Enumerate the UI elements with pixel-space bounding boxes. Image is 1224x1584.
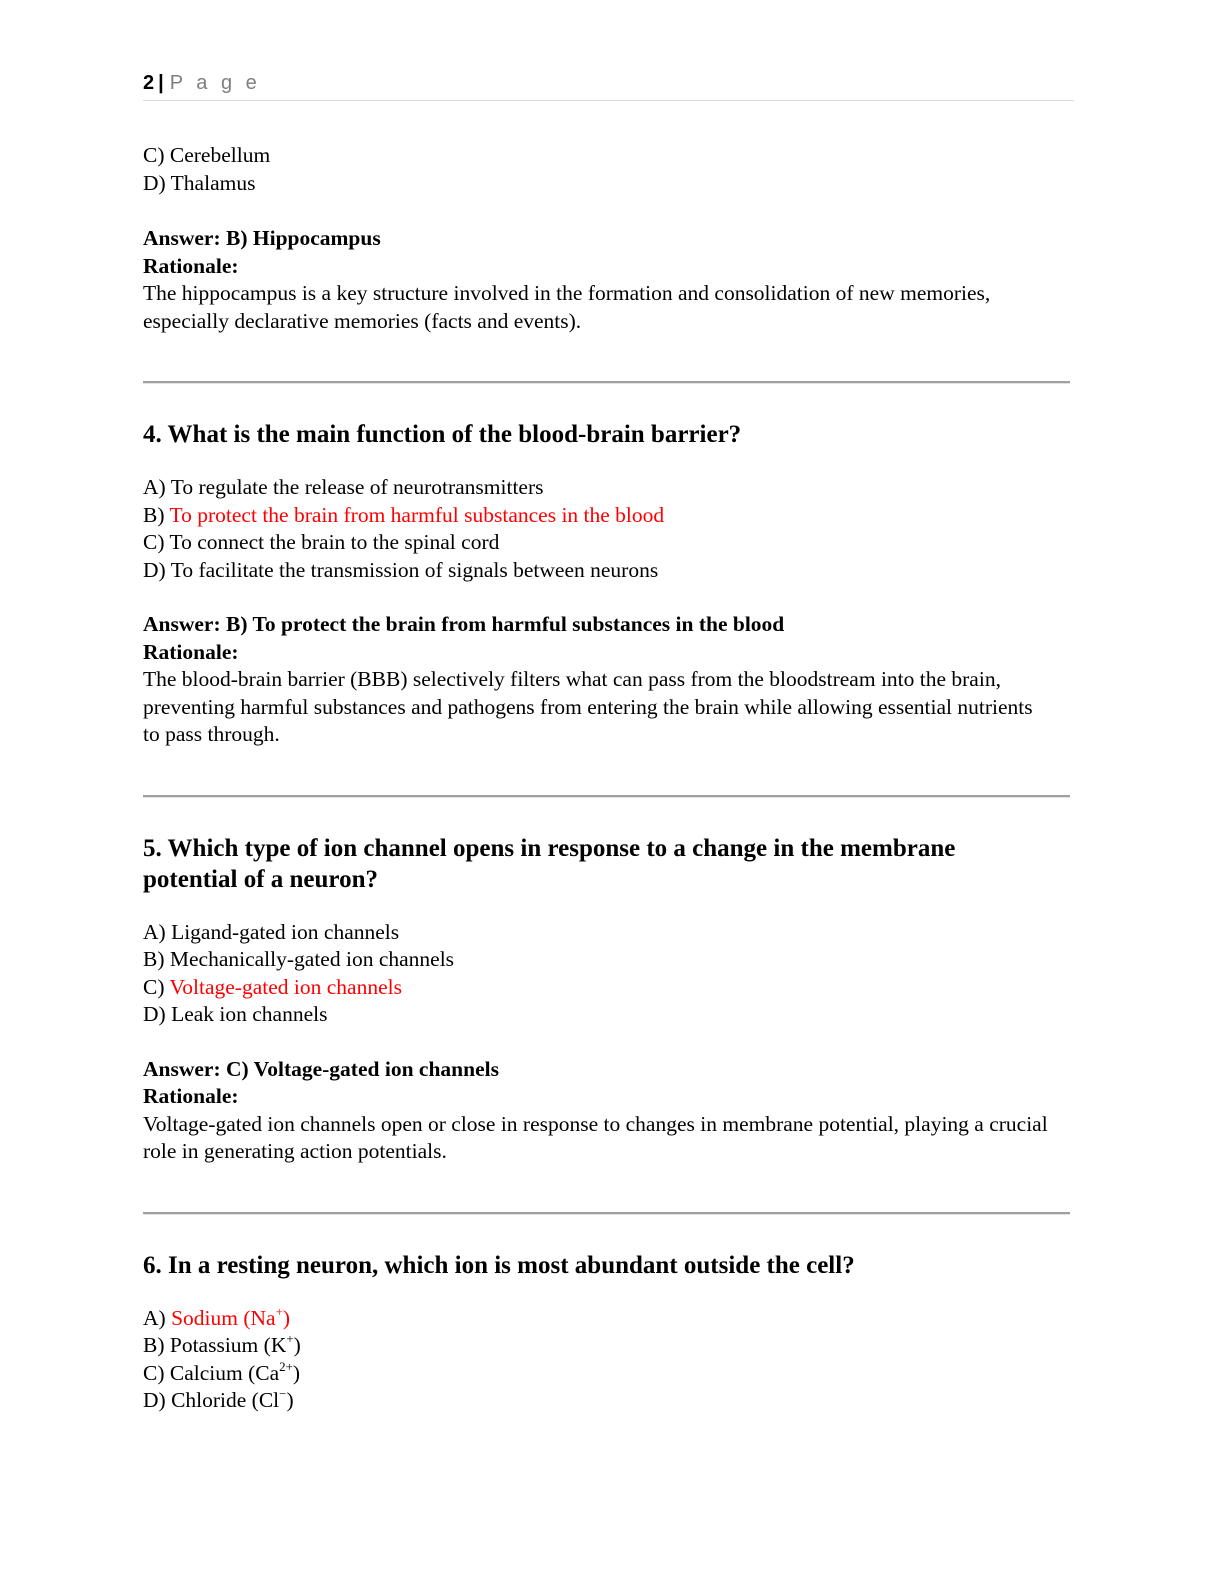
option-c: C) Cerebellum xyxy=(143,143,271,167)
option-d: D) To facilitate the transmission of signals between neurons xyxy=(143,557,659,582)
answer-line: Answer: B) To protect the brain from harmful substances in the blood xyxy=(143,612,785,636)
option-c-correct: C) Voltage-gated ion channels xyxy=(143,974,402,999)
question-5 xyxy=(143,833,1073,1166)
header-separator: | xyxy=(158,72,164,94)
question-heading: 6. In a resting neuron, which ion is most abundant outside the cell? xyxy=(143,1251,855,1279)
option-d: D) Chloride (Cl−) xyxy=(143,1386,294,1412)
question-3-tail xyxy=(143,142,1073,335)
question-6 xyxy=(143,1250,1073,1415)
option-c: C) Calcium $(Ca^{2+})$ xyxy=(143,1359,301,1385)
option-a-correct: A) Sodium (Na+) xyxy=(143,1304,291,1330)
option-b: B) Potassium (K+) xyxy=(143,1331,301,1357)
option-d: D) Leak ion channels xyxy=(143,1002,328,1026)
option-d: D) Thalamus xyxy=(143,170,256,195)
option-c: C) To connect the brain to the spinal cord xyxy=(143,530,500,554)
page-header xyxy=(143,72,1074,101)
page-content xyxy=(143,142,1073,1415)
rationale-text: The blood-brain barrier (BBB) selectively filters what can pass from the bloodstream into the brain, preventing harmful substances and pathogens from entering the brain while allowing essential nutrients to pass through. xyxy=(143,667,1033,746)
rationale-text: Voltage-gated ion channels open or close in response to changes in membrane potential, playing a crucial role in generating action potentials. xyxy=(143,1111,1048,1163)
question-heading: 5. Which type of ion channel opens in response to a change in the membrane potential of a neuron? xyxy=(143,834,956,893)
rationale-label: Rationale: xyxy=(143,1084,239,1108)
page-label: P a g e xyxy=(169,72,261,94)
answer-line: Answer: B) Hippocampus xyxy=(143,226,381,250)
page-number: 2 xyxy=(143,72,155,94)
question-heading: 4. What is the main function of the blood-brain barrier? xyxy=(143,421,742,448)
option-b: B) Mechanically-gated ion channels xyxy=(143,947,455,971)
option-a: A) To regulate the release of neurotransmitters xyxy=(143,475,544,499)
rationale-text: The hippocampus is a key structure involved in the formation and consolidation of new memories, especially declarative memories (facts and events). xyxy=(143,281,991,333)
option-a: A) Ligand-gated ion channels xyxy=(143,919,400,944)
rationale-label: Rationale: xyxy=(143,639,239,664)
answer-line: Answer: C) Voltage-gated ion channels xyxy=(143,1056,499,1081)
question-4 xyxy=(143,419,1073,749)
option-b-correct: B) To protect the brain from harmful substances in the blood xyxy=(143,502,665,527)
rationale-label: Rationale: xyxy=(143,253,239,278)
